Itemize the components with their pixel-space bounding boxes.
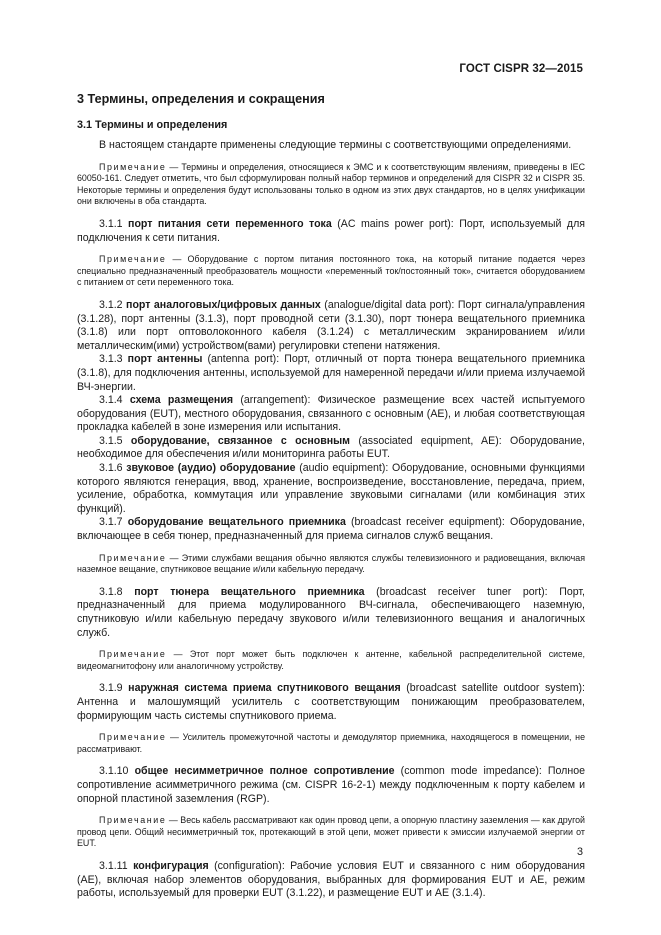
term-number: 3.1.1 bbox=[99, 217, 123, 230]
term-definition: (arrangement): Физическое размещение всех частей испытуемого оборудования (EUT), местного оборудования, связанного с основным (AE), и любая соответствующая прокладка кабелей в зоне измерения или испытания. bbox=[77, 394, 585, 434]
term-definition: (antenna port): Порт, отличный от порта тюнера вещательного приемника (3.1.8), для подключения антенны, используемой для намеренной передачи и/или приема излучаемой ВЧ-энергии. bbox=[77, 353, 585, 393]
note-label: Примечание bbox=[99, 815, 167, 826]
term-number: 3.1.5 bbox=[99, 434, 123, 447]
term-3-1-6 bbox=[77, 462, 585, 516]
term-definition: (broadcast receiver tuner port): Порт, предназначенный для приема модулированного ВЧ-сигнала, обеспечивающего наземную, спутниковую и/или кабельную передачу звукового и/или телевизионного вещания и аналогичных служб. bbox=[77, 585, 586, 639]
term-definition: (broadcast satellite outdoor system): Антенна и малошумящий усилитель с соответствующим понижающим преобразователем, формирующим часть системы спутникового приема. bbox=[77, 682, 585, 722]
term-3-1-11 bbox=[77, 860, 585, 901]
note-text: Этот порт может быть подключен к антенне, кабельной распределительной системе, видеомагнитофону или аналогичному устройству. bbox=[77, 649, 585, 671]
term-number: 3.1.9 bbox=[99, 682, 123, 695]
note-dash: — bbox=[168, 815, 178, 826]
note-dash: — bbox=[172, 254, 182, 265]
note-dash: — bbox=[169, 552, 179, 563]
term-definition: (analogue/digital data port): Порт сигнала/управления (3.1.28), порт антенны (3.1.3), порт проводной сети (3.1.30), порт тюнера вещательного приемника (3.1.8) или порт оптоволоконного кабеля (3.1.24) с металлическим экранированием и/или металлическим(ими) устройством(вами) регулировки степени натяжения. bbox=[77, 298, 585, 352]
note-label: Примечание bbox=[99, 732, 167, 743]
standard-header: ГОСТ CISPR 32—2015 bbox=[459, 63, 583, 75]
note-4 bbox=[77, 649, 585, 672]
term-number: 3.1.10 bbox=[99, 765, 129, 778]
term-3-1-5 bbox=[77, 435, 585, 462]
term-name: конфигурация bbox=[133, 859, 209, 872]
term-name: порт антенны bbox=[127, 353, 203, 366]
term-number: 3.1.4 bbox=[99, 394, 123, 407]
note-text: Этими службами вещания обычно являются службы телевизионного и радиовещания, включая наземное вещание, спутниковое вещание и/или кабельную передачу. bbox=[77, 552, 585, 575]
term-number: 3.1.8 bbox=[99, 585, 123, 598]
section-title: 3 Термины, определения и сокращения bbox=[77, 92, 325, 106]
note-text: Оборудование с портом питания постоянного тока, на который питание подается через специально предназначенный преобразователь мощности «переменный ток/постоянный ток», считается оборудованием с питанием от сети переменного тока. bbox=[77, 254, 586, 288]
term-name: порт тюнера вещательного приемника bbox=[134, 585, 365, 598]
term-definition: (audio equipment): Оборудование, основными функциями которого являются генерация, ввод, хранение, воспроизведение, восстановление, передача, прием, усиление, обработка, коммутация или управление звуковыми сигналами (или комбинация этих функций). bbox=[77, 462, 585, 515]
term-definition: (broadcast receiver equipment): Оборудование, включающее в себя тюнер, предназначенный для приема сигналов служб вещания. bbox=[77, 516, 585, 543]
page-number: 3 bbox=[576, 846, 583, 858]
page-content bbox=[77, 92, 585, 901]
term-3-1-4 bbox=[77, 394, 585, 435]
term-number: 3.1.11 bbox=[99, 859, 128, 872]
term-number: 3.1.2 bbox=[99, 298, 123, 311]
note-label: Примечание bbox=[99, 161, 167, 172]
term-3-1-10 bbox=[77, 765, 585, 806]
note-text: Термины и определения, относящиеся к ЭМС и к соответствующим явлениям, приведены в IEC 60050-161. Следует отметить, что был сформулирован полный набор терминов и определений для CISPR 32 и CISPR 35. Некоторые термины и определения будут использованы только в одном из этих двух стандартов, но в целях унификации они включены в оба стандарта. bbox=[77, 161, 585, 207]
term-name: схема размещения bbox=[129, 394, 234, 407]
term-definition: (associated equipment, AE): Оборудование, необходимое для обеспечения и/или мониторинга работы EUT. bbox=[77, 434, 585, 461]
term-number: 3.1.6 bbox=[99, 462, 123, 475]
note-2 bbox=[77, 254, 585, 289]
note-dash: — bbox=[173, 649, 183, 660]
term-definition: (configuration): Рабочие условия EUT и связанного с ним оборудования (AE), включая набор элементов оборудования, выбранных для формирования EUT и AE, режим работы, используемый для проверки EUT (3.1.22), и размещение EUT и AE (3.1.4). bbox=[77, 859, 585, 900]
term-name: наружная система приема спутникового вещания bbox=[128, 682, 401, 695]
note-1 bbox=[77, 162, 585, 208]
term-3-1-2 bbox=[77, 299, 585, 353]
term-3-1-1 bbox=[77, 218, 585, 245]
term-number: 3.1.7 bbox=[99, 516, 123, 529]
note-dash: — bbox=[169, 161, 179, 172]
term-3-1-3 bbox=[77, 353, 585, 394]
intro-paragraph: В настоящем стандарте применены следующие термины с соответствующими определениями. bbox=[99, 139, 572, 151]
term-name: порт аналоговых/цифровых данных bbox=[126, 298, 321, 311]
term-definition: (AC mains power port): Порт, используемый для подключения к сети питания. bbox=[77, 217, 585, 244]
term-name: звуковое (аудио) оборудование bbox=[126, 462, 296, 475]
note-3 bbox=[77, 553, 585, 576]
note-label: Примечание bbox=[99, 649, 167, 660]
note-text: Весь кабель рассматривают как один провод цепи, а опорную пластину заземления — как другой провод цепи. Общий несимметричный ток, протекающий в этой цепи, может привести к эмиссии излучаемой энергии от EUT. bbox=[77, 815, 586, 849]
note-5 bbox=[77, 732, 585, 755]
term-name: оборудование, связанное с основным bbox=[130, 434, 351, 447]
term-definition: (common mode impedance): Полное сопротивление асимметричного режима (см. CISPR 16-2-1) между подключенным к порту кабелем и опорной пластиной заземления (RGP). bbox=[77, 765, 586, 805]
note-label: Примечание bbox=[99, 552, 167, 563]
note-dash: — bbox=[170, 732, 179, 743]
term-3-1-8 bbox=[77, 586, 585, 640]
note-text: Усилитель промежуточной частоты и демодулятор приемника, находящегося в помещении, не рассматривают. bbox=[77, 732, 585, 754]
term-number: 3.1.3 bbox=[99, 353, 123, 366]
note-label: Примечание bbox=[99, 254, 167, 265]
term-name: порт питания сети переменного тока bbox=[128, 217, 332, 230]
subsection-title: 3.1 Термины и определения bbox=[77, 119, 228, 131]
term-3-1-9 bbox=[77, 682, 585, 723]
term-name: оборудование вещательного приемника bbox=[127, 516, 346, 529]
term-name: общее несимметричное полное сопротивление bbox=[134, 765, 395, 778]
note-6 bbox=[77, 815, 585, 850]
term-3-1-7 bbox=[77, 516, 585, 543]
